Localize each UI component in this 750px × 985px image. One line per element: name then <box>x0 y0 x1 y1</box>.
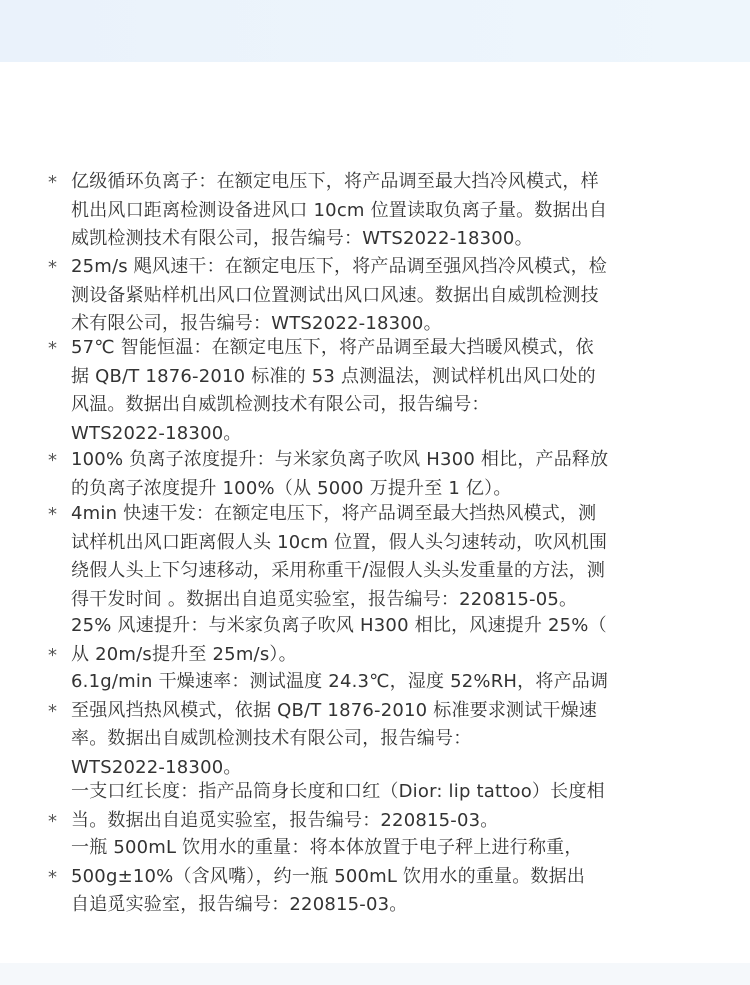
footnote-text: 亿级循环负离子：在额定电压下，将产品调至最大挡冷风模式，样 机出风口距离检测设备进风口 10cm 位置读取负离子量。数据出自 威凯检测技术有限公司，报告编号：WTS2022-18300。 <box>71 171 608 249</box>
footnote-text: 100% 负离子浓度提升：与米家负离子吹风 H300 相比，产品释放 的负离子浓度提升 100%（从 5000 万提升至 1 亿）。 <box>71 449 609 499</box>
bullet-star: * <box>48 867 57 888</box>
bullet-star: * <box>48 811 57 832</box>
footnote-text: 一瓶 500mL 饮用水的重量：将本体放置于电子秤上进行称重， 500g±10%（含风嘴），约一瓶 500mL 饮用水的重量。数据出 自追觅实验室，报告编号：220815-03。 <box>71 837 586 915</box>
footer-band <box>0 963 750 985</box>
footnote-text: 25m/s 飓风速干：在额定电压下，将产品调至强风挡冷风模式，检 测设备紧贴样机出风口位置测试出风口风速。数据出自威凯检测技 术有限公司，报告编号：WTS2022-18300。 <box>71 256 607 334</box>
footnote-text: 25% 风速提升：与米家负离子吹风 H300 相比，风速提升 25%（ 从 20m/s提升至 25m/s）。 <box>71 615 607 665</box>
bullet-star: * <box>48 504 57 525</box>
footnote-text: 一支口红长度：指产品筒身长度和口红（Dior: lip tattoo）长度相 当。数据出自追觅实验室，报告编号：220815-03。 <box>71 781 605 831</box>
bullet-star: * <box>48 338 57 359</box>
footnote-text: 6.1g/min 干燥速率：测试温度 24.3℃，湿度 52%RH，将产品调 至强风挡热风模式，依据 QB/T 1876-2010 标准要求测试干燥速 率。数据出自威凯检测技术有限公司，报告编号： WTS2022-18300。 <box>71 671 609 778</box>
bullet-star: * <box>48 645 57 666</box>
footnote-text: 57℃ 智能恒温：在额定电压下，将产品调至最大挡暖风模式，依 据 QB/T 1876-2010 标准的 53 点测温法，测试样机出风口处的 风温。数据出自威凯检测技术有限公司，报告编号： WTS2022-18300。 <box>71 337 596 444</box>
bullet-star: * <box>48 701 57 722</box>
bullet-star: * <box>48 172 57 193</box>
bullet-star: * <box>48 450 57 471</box>
bullet-star: * <box>48 257 57 278</box>
footnote-text: 4min 快速干发：在额定电压下，将产品调至最大挡热风模式，测 试样机出风口距离假人头 10cm 位置，假人头匀速转动，吹风机围 绕假人头上下匀速移动，采用称重干/湿假人头头发重量的方法，测 得干发时间 。数据出自追觅实验室，报告编号：220815-05。 <box>71 503 608 610</box>
